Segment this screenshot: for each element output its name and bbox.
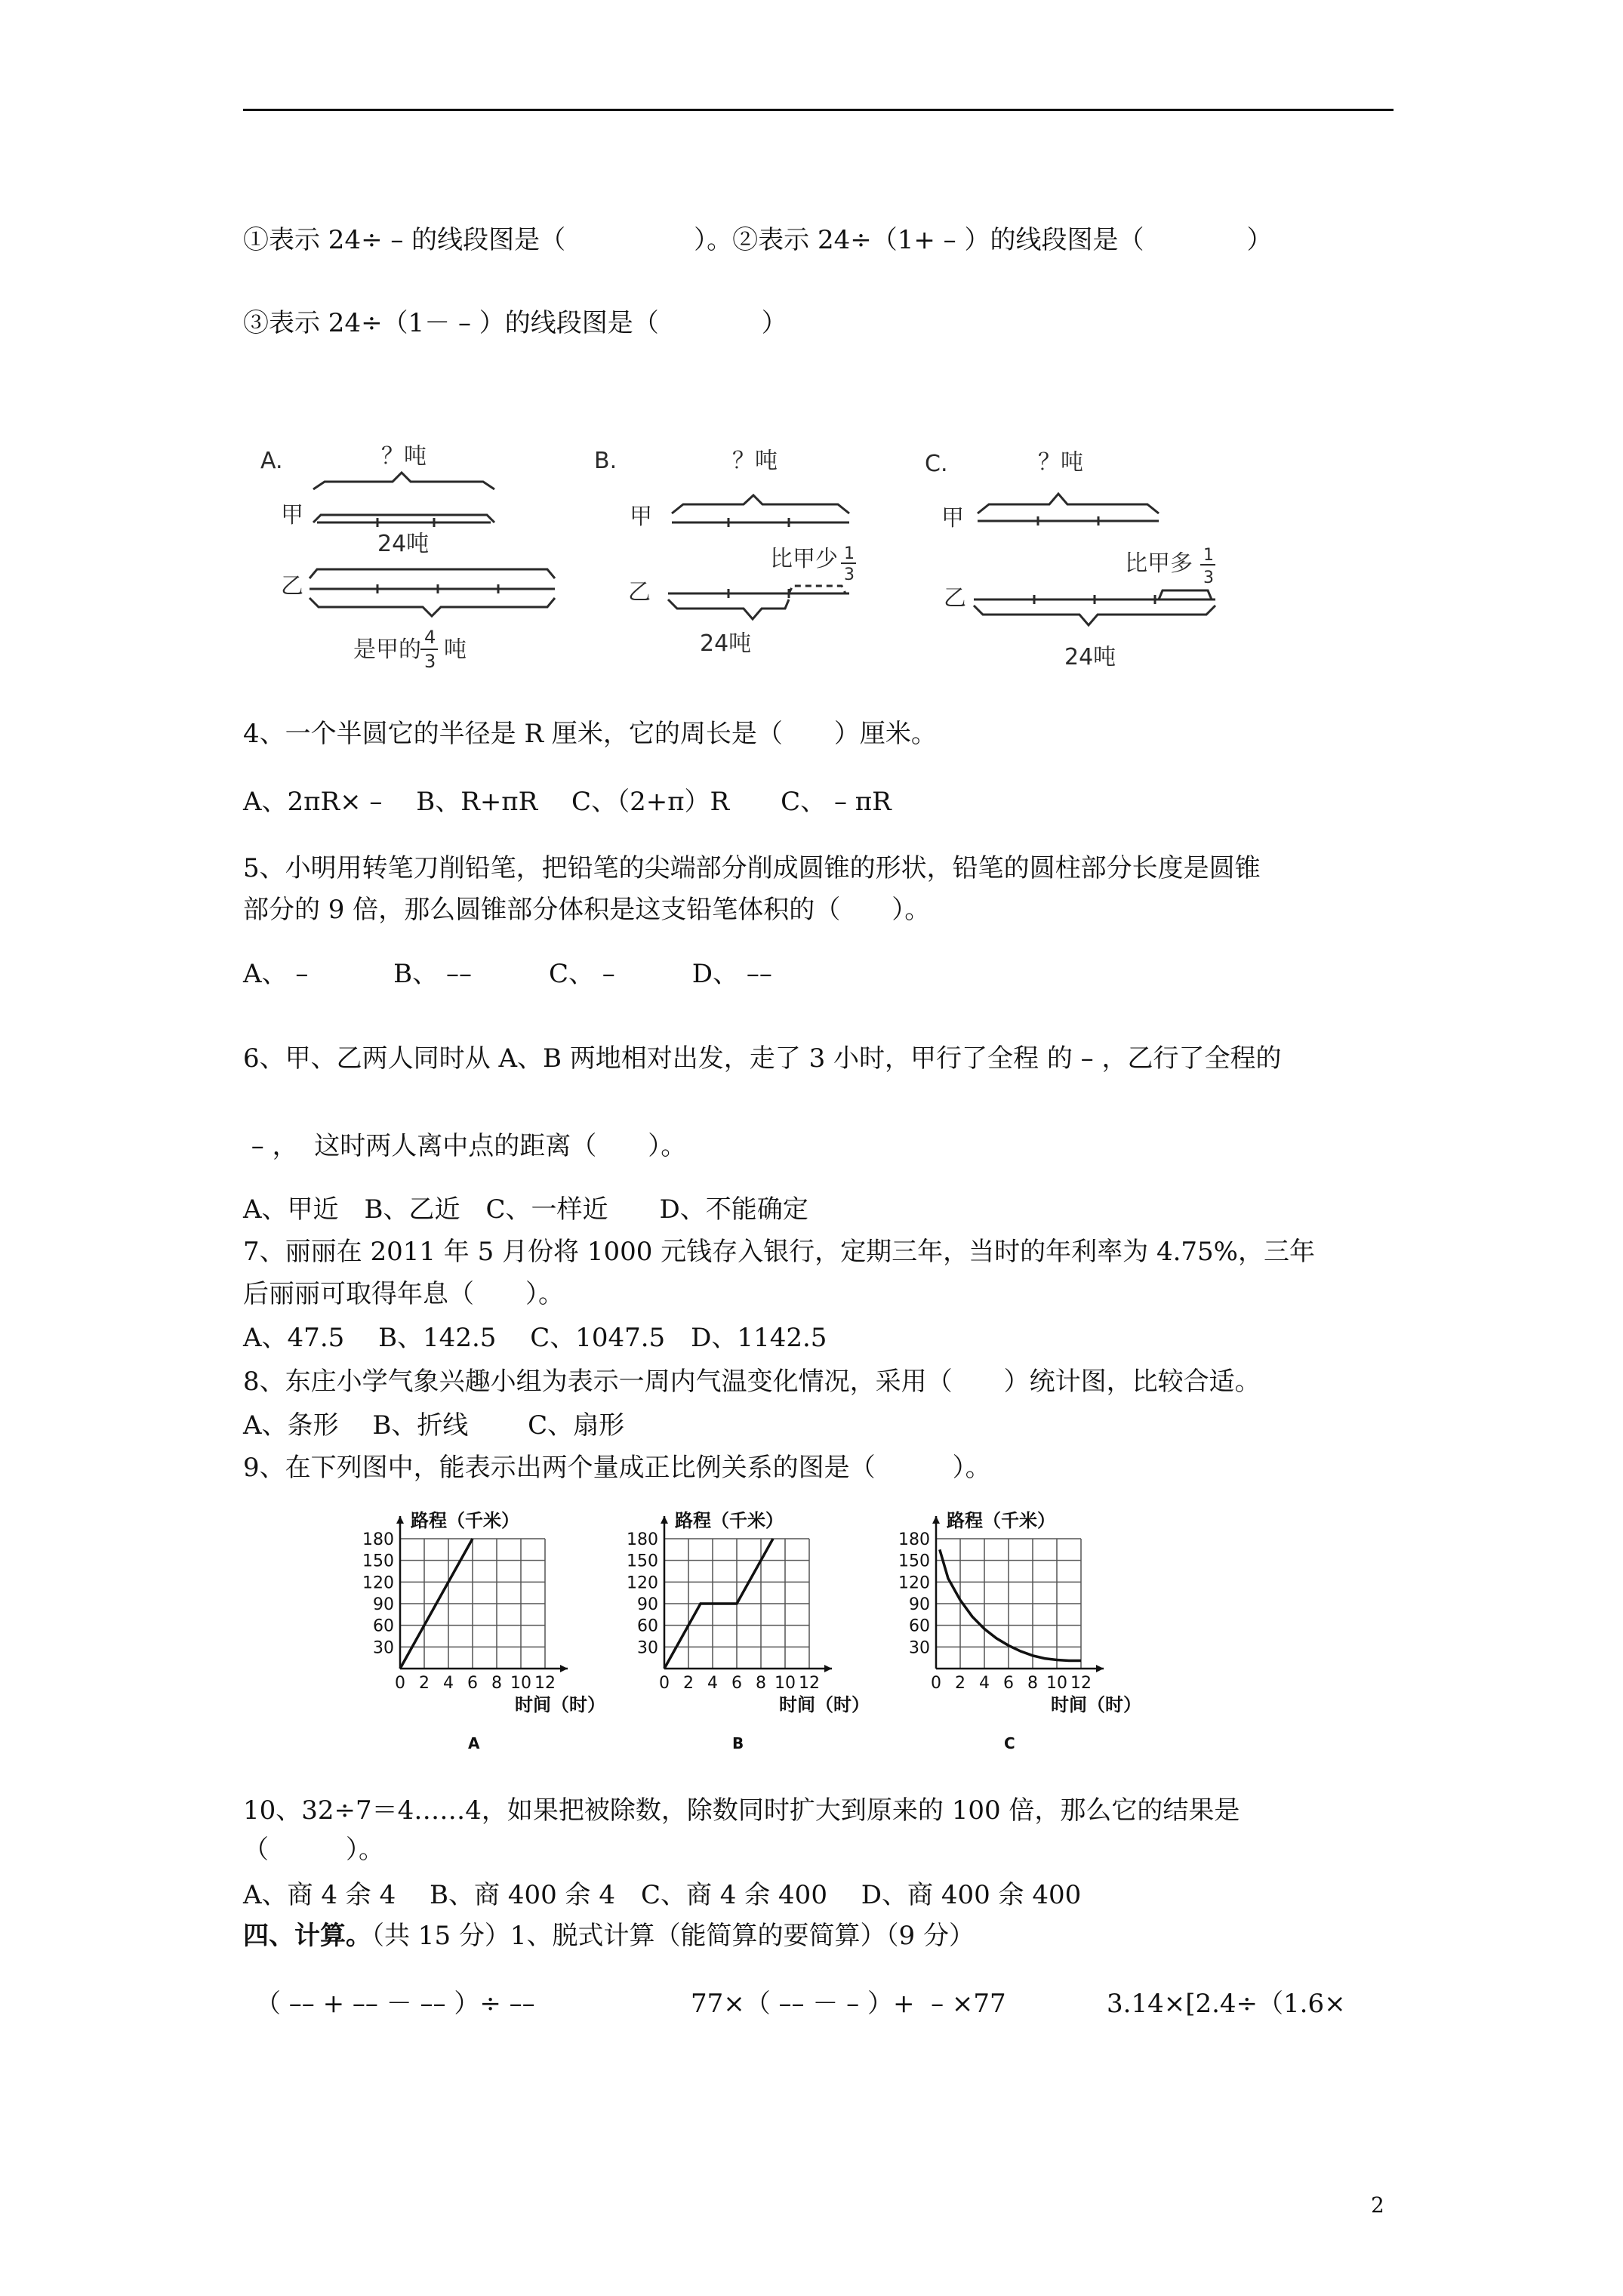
chart-x-tick-label: 6 <box>467 1674 478 1693</box>
chart-y-tick-label: 120 <box>362 1573 394 1593</box>
chart-x-label: 时间（时） <box>779 1694 870 1715</box>
q5-options: A、 – B、 –– C、 – D、 –– <box>243 959 772 989</box>
chart-y-tick-label: 90 <box>909 1595 930 1614</box>
chart-y-tick-label: 90 <box>637 1595 658 1614</box>
diagram-a-num: 4 <box>424 627 436 648</box>
diagram-c-top: ？吨 <box>1038 449 1083 476</box>
chart-title: 路程（千米） <box>675 1510 784 1531</box>
chart-x-tick-label: 10 <box>775 1674 796 1693</box>
diagram-a-top: ？吨 <box>381 443 427 470</box>
chart-y-tick-label: 60 <box>637 1616 658 1636</box>
chart-y-tick-label: 30 <box>637 1638 658 1658</box>
chart-x-tick-label: 6 <box>731 1674 742 1693</box>
diagram-b-bottom: 24吨 <box>700 630 752 657</box>
diagram-c-num: 1 <box>1203 546 1214 565</box>
chart-x-tick-label: 8 <box>491 1674 502 1693</box>
diagram-a-den: 3 <box>424 651 436 672</box>
section4-heading-line <box>243 1919 975 1952</box>
q3-line2: ③表示 24÷（1－ – ）的线段图是（ ） <box>243 308 787 338</box>
chart-y-arrow <box>396 1516 404 1524</box>
chart-x-arrow <box>560 1665 568 1672</box>
section4-rest: （共 15 分）1、脱式计算（能简算的要简算）（9 分） <box>371 1921 975 1951</box>
chart-y-tick-label: 150 <box>898 1552 930 1571</box>
chart-x-arrow <box>824 1665 832 1672</box>
diagram-c-bottom: 24吨 <box>1064 644 1116 670</box>
chart-series-line <box>940 1549 1081 1660</box>
diagram-b-label: B. <box>594 448 617 474</box>
calc-expr-2: 77×（ –– － – ）+ – ×77 <box>691 1989 1006 2019</box>
diagram-c-den: 3 <box>1203 569 1214 587</box>
chart-y-tick-label: 30 <box>909 1638 930 1658</box>
chart-panel-label: C <box>1004 1734 1015 1752</box>
chart-x-tick-label: 2 <box>419 1674 430 1693</box>
chart-x-tick-label: 0 <box>395 1674 405 1693</box>
chart-y-arrow <box>661 1516 668 1524</box>
diagram-c-yi: 乙 <box>944 585 966 612</box>
q10-line2: （ ）。 <box>243 1835 384 1865</box>
chart-x-tick-label: 10 <box>510 1674 531 1693</box>
chart-x-tick-label: 0 <box>931 1674 941 1693</box>
segment-diagrams <box>0 438 1623 695</box>
q4-text: 4、一个半圆它的半径是 R 厘米，它的周长是（ ）厘米。 <box>243 719 937 749</box>
chart-y-tick-label: 60 <box>373 1616 394 1636</box>
q3-line1: ①表示 24÷ – 的线段图是（ ）。②表示 24÷（1+ – ）的线段图是（ ） <box>243 225 1273 255</box>
q5-line2: 部分的 9 倍，那么圆锥部分体积是这支铅笔体积的（ ）。 <box>243 895 931 925</box>
diagram-b-jia: 甲 <box>630 504 652 530</box>
q10-options: A、商 4 余 4 B、商 400 余 4 C、商 4 余 400 D、商 400 余 400 <box>243 1880 1082 1910</box>
chart-title: 路程（千米） <box>947 1510 1055 1531</box>
q6-line1: 6、甲、乙两人同时从 A、B 两地相对出发，走了 3 小时，甲行了全程 的 – ，乙行了全程的 <box>243 1043 1282 1074</box>
diagram-b-yi: 乙 <box>628 579 651 606</box>
q5-line1: 5、小明用转笔刀削铅笔，把铅笔的尖端部分削成圆锥的形状，铅笔的圆柱部分长度是圆锥 <box>243 853 1261 883</box>
chart-y-tick-label: 180 <box>898 1530 930 1549</box>
diagram-a-jia: 甲 <box>281 502 303 529</box>
diagram-a-total: 24吨 <box>377 531 430 557</box>
chart-y-tick-label: 180 <box>362 1530 394 1549</box>
chart-x-tick-label: 0 <box>659 1674 670 1693</box>
chart-panel-label: A <box>468 1734 480 1752</box>
q8-text: 8、东庄小学气象兴趣小组为表示一周内气温变化情况，采用（ ）统计图，比较合适。 <box>243 1367 1261 1397</box>
chart-y-tick-label: 30 <box>373 1638 394 1658</box>
q7-options: A、47.5 B、142.5 C、1047.5 D、1142.5 <box>243 1323 827 1353</box>
chart-x-tick-label: 4 <box>979 1674 990 1693</box>
q7-line1: 7、丽丽在 2011 年 5 月份将 1000 元钱存入银行，定期三年，当时的年利率为 4.75%，三年 <box>243 1237 1315 1267</box>
chart-x-tick-label: 4 <box>443 1674 454 1693</box>
diagram-b-num: 1 <box>844 544 855 563</box>
diagram-a-unit: 吨 <box>444 636 467 663</box>
chart-x-tick-label: 4 <box>707 1674 718 1693</box>
chart-y-tick-label: 150 <box>362 1552 394 1571</box>
proportion-charts <box>0 1495 1623 1774</box>
q9-text: 9、在下列图中，能表示出两个量成正比例关系的图是（ ）。 <box>243 1453 991 1483</box>
diagram-a-label: A. <box>260 448 283 474</box>
header-rule <box>243 109 1394 111</box>
calc-expr-1: （ –– + –– － –– ）÷ –– <box>255 1989 535 2019</box>
chart-x-arrow <box>1096 1665 1104 1672</box>
chart-title: 路程（千米） <box>411 1510 519 1531</box>
chart-x-label: 时间（时） <box>515 1694 605 1715</box>
diagram-b-top: ？吨 <box>732 448 778 474</box>
section4-heading: 四、计算。 <box>243 1921 371 1951</box>
diagram-b-den: 3 <box>844 566 855 584</box>
chart-x-label: 时间（时） <box>1051 1694 1141 1715</box>
page-number: 2 <box>1371 2193 1384 2217</box>
chart-y-tick-label: 180 <box>627 1530 658 1549</box>
diagram-b-note: 比甲少 <box>770 546 838 572</box>
chart-y-tick-label: 60 <box>909 1616 930 1636</box>
chart-panel-label: B <box>732 1734 744 1752</box>
chart-x-tick-label: 8 <box>1027 1674 1038 1693</box>
q10-line1: 10、32÷7＝4……4，如果把被除数，除数同时扩大到原来的 100 倍，那么它的结果是 <box>243 1795 1240 1826</box>
chart-x-tick-label: 2 <box>955 1674 965 1693</box>
q7-line2: 后丽丽可取得年息（ ）。 <box>243 1279 564 1309</box>
diagram-c-label: C. <box>925 451 948 477</box>
diagram-a-yi: 乙 <box>281 573 303 599</box>
chart-x-tick-label: 8 <box>756 1674 766 1693</box>
chart-x-tick-label: 2 <box>683 1674 694 1693</box>
chart-x-tick-label: 12 <box>1070 1674 1092 1693</box>
chart-y-tick-label: 120 <box>898 1573 930 1593</box>
q4-options: A、2πR× – B、R+πR C、（2+π）R C、 – πR <box>243 787 892 817</box>
chart-y-tick-label: 150 <box>627 1552 658 1571</box>
chart-y-arrow <box>932 1516 940 1524</box>
chart-x-tick-label: 12 <box>534 1674 556 1693</box>
chart-y-tick-label: 90 <box>373 1595 394 1614</box>
q6-options: A、甲近 B、乙近 C、一样近 D、不能确定 <box>243 1194 808 1225</box>
calc-expr-3: 3.14×[2.4÷（1.6× <box>1107 1989 1346 2019</box>
chart-x-tick-label: 10 <box>1046 1674 1067 1693</box>
chart-y-tick-label: 120 <box>627 1573 658 1593</box>
q8-options: A、条形 B、折线 C、扇形 <box>243 1410 625 1441</box>
diagram-c-jia: 甲 <box>941 505 964 532</box>
diagram-a-note: 是甲的 <box>353 636 421 663</box>
chart-x-tick-label: 12 <box>799 1674 820 1693</box>
diagram-c-note: 比甲多 <box>1125 550 1193 577</box>
chart-x-tick-label: 6 <box>1003 1674 1014 1693</box>
q6-line2: – ， 这时两人离中点的距离（ ）。 <box>243 1131 687 1161</box>
